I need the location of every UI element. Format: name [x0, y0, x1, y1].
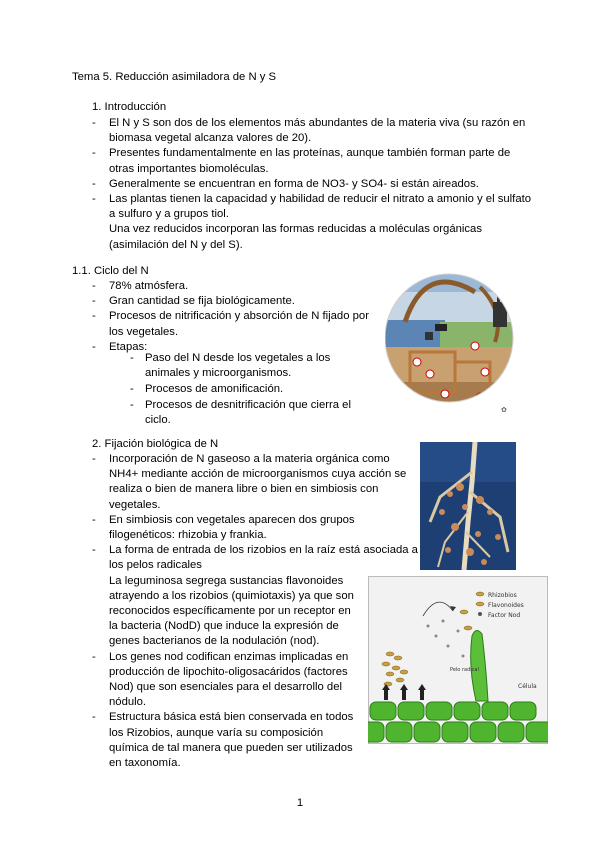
fixation-bullet-line: genes bacterianos de la nodulación (nod). [109, 635, 320, 648]
rhizobia-infection-diagram [368, 576, 548, 744]
bullet-dash: - [92, 711, 96, 724]
fixation-bullet-line: La leguminosa segrega sustancias flavonoides [109, 574, 344, 587]
label-celula: Célula [518, 683, 537, 690]
section-heading: 1.1. Ciclo del N [72, 265, 149, 277]
root-nodules-photo [420, 442, 516, 570]
fixation-bullet-line: Incorporación de N gaseoso a la materia orgánica como [109, 453, 390, 465]
page-number: 1 [296, 797, 304, 809]
fixation-bullet-line: Nod) que son esenciales para el desarrollo del [109, 681, 342, 693]
fixation-bullet-line: los pelos radicales [109, 559, 202, 572]
bullet-dash: - [92, 147, 96, 160]
cycle-bullet-line: Gran cantidad se fija biológicamente. [109, 295, 295, 308]
fixation-bullet-line: En simbiosis con vegetales aparecen dos grupos [109, 513, 355, 526]
bullet-dash: - [92, 193, 96, 205]
bullet-dash: - [92, 117, 96, 129]
fixation-bullet-line: química de tal manera que pueden ser utilizados [109, 741, 353, 754]
fixation-bullet-line: filogenéticos: rhizobia y frankia. [109, 529, 267, 541]
bullet-dash: - [130, 383, 134, 396]
cycle-stage-line: ciclo. [145, 414, 171, 427]
intro-bullet-line: El N y S son dos de los elementos más abundantes de la materia viva (su razón en [109, 117, 526, 129]
fixation-bullet-line: La forma de entrada de los rizobios en la raíz está asociada a [109, 544, 418, 557]
fixation-bullet-line: atrayendo a los rizobios (quimiotaxis) ya que son [109, 589, 354, 602]
cycle-bullet-line: 78% atmósfera. [109, 280, 189, 292]
fixation-bullet-line: producción de lipochito-oligosacáridos (factores [109, 665, 348, 678]
intro-bullet-line: otras importantes biomoléculas. [109, 162, 269, 175]
cycle-stage-line: animales y microorganismos. [145, 367, 292, 380]
bullet-dash: - [92, 453, 96, 465]
bullet-dash: - [92, 513, 96, 526]
legend-factor-nod: Factor Nod [488, 612, 521, 619]
fixation-bullet-line: los Rizobios, aunque varía su composición [109, 726, 324, 739]
legend-rhizobios: Rhizobios [488, 592, 517, 599]
fixation-bullet-line: Los genes nod codifican enzimas implicadas en [109, 650, 349, 663]
bullet-dash: - [130, 352, 134, 364]
nitrogen-cycle-figure [385, 262, 515, 414]
section-heading: 1. Introducción [92, 101, 167, 113]
cycle-bullet-line: Procesos de nitrificación y absorción de N fijado por [109, 310, 369, 323]
intro-bullet-line: Presentes fundamentalmente en las proteínas, aunque también forman parte de [109, 147, 511, 160]
bullet-dash: - [92, 280, 96, 292]
legend-flavonoides: Flavonoides [488, 602, 524, 609]
bullet-dash: - [92, 310, 96, 323]
intro-bullet-line: Las plantas tienen la capacidad y habilidad de reducir el nitrato a amonio y el sulfato [109, 193, 532, 205]
fixation-bullet-line: la bacteria (NodD) que induce la expresión de [109, 620, 339, 633]
intro-bullet-line: Una vez reducidos incorporan las formas reducidas a moléculas orgánicas [109, 223, 482, 236]
fixation-bullet-line: nódulo. [109, 696, 147, 709]
svg-text:✿: ✿ [501, 406, 507, 414]
intro-bullet-line: Generalmente se encuentran en forma de NO3- y SO4- si están aireados. [109, 177, 479, 190]
cycle-bullet-line: los vegetales. [109, 325, 179, 338]
section-heading: 2. Fijación biológica de N [92, 438, 219, 450]
bullet-dash: - [92, 544, 96, 557]
cycle-stage-line: Procesos de desnitrificación que cierra el [145, 399, 351, 411]
bullet-dash: - [92, 340, 96, 353]
intro-bullet-line: (asimilación del N y del S). [109, 238, 243, 251]
bullet-dash: - [92, 177, 96, 190]
intro-bullet-line: a sulfuro y a grupos tiol. [109, 208, 229, 221]
document-title: Tema 5. Reducción asimiladora de N y S [72, 71, 277, 83]
fixation-bullet-line: reconocidos específicamente por un receptor en [109, 605, 351, 617]
cycle-bullet-line: Etapas: [109, 340, 148, 353]
bullet-dash: - [92, 295, 96, 308]
fixation-bullet-line: NH4+ mediante acción de microorganismos cuya acción se [109, 468, 407, 481]
bullet-dash: - [92, 650, 96, 663]
fixation-bullet-line: en taxonomía. [109, 757, 181, 769]
label-pelo-radical: Pelo radical [450, 667, 479, 673]
fixation-bullet-line: Estructura básica está bien conservada en todos [109, 711, 354, 724]
cycle-stage-line: Paso del N desde los vegetales a los [145, 352, 331, 364]
cycle-stage-line: Procesos de amonificación. [145, 383, 284, 396]
bullet-dash: - [130, 399, 134, 411]
fixation-bullet-line: realiza o bien de manera libre o bien en simbiosis con [109, 483, 379, 496]
fixation-bullet-line: vegetales. [109, 498, 161, 511]
intro-bullet-line: biomasa vegetal alcanza valores de 20). [109, 132, 312, 145]
